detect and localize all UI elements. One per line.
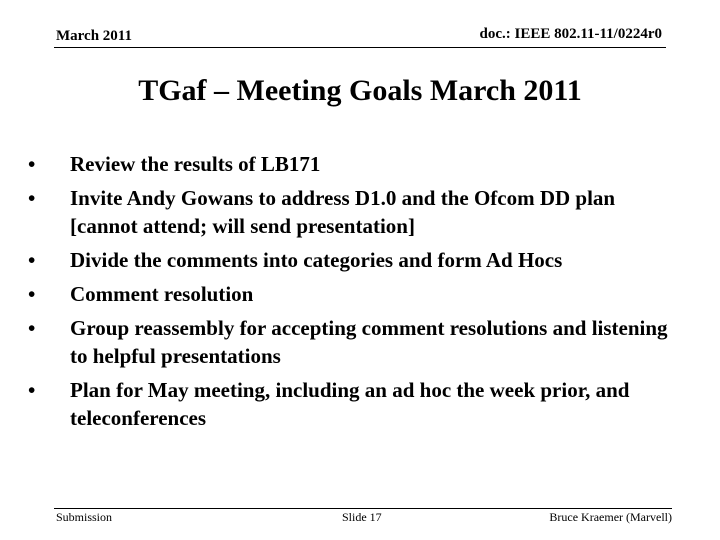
bullet-text: Invite Andy Gowans to address D1.0 and the Ofcom DD plan [cannot attend; will send presentation] [70, 186, 616, 238]
header-date: March 2011 [56, 28, 132, 44]
bullet-item [26, 376, 686, 432]
bullet-text: Group reassembly for accepting comment resolutions and listening to helpful presentations [70, 316, 668, 368]
bullet-text: Divide the comments into categories and form Ad Hocs [70, 248, 563, 272]
footer-submission: Submission [56, 510, 113, 524]
bullet-item [26, 184, 686, 240]
footer-slide-number: Slide 17 [342, 510, 382, 524]
bullet-item [26, 150, 686, 178]
bullet-item [26, 280, 686, 308]
bullet-icon: • [28, 248, 36, 272]
bullet-icon: • [28, 378, 36, 402]
bullet-text: Plan for May meeting, including an ad hoc the week prior, and teleconferences [70, 378, 630, 430]
footer-divider [54, 508, 672, 509]
slide-title: TGaf – Meeting Goals March 2011 [138, 74, 582, 107]
bullet-item [26, 314, 686, 370]
header-doc-id: doc.: IEEE 802.11-11/0224r0 [479, 26, 662, 42]
header-divider [54, 47, 666, 48]
bullet-text: Review the results of LB171 [70, 152, 321, 176]
bullet-icon: • [28, 152, 36, 176]
bullet-list [26, 150, 686, 438]
bullet-item [26, 246, 686, 274]
bullet-icon: • [28, 282, 36, 306]
bullet-text: Comment resolution [70, 282, 254, 306]
bullet-icon: • [28, 186, 36, 210]
footer-author: Bruce Kraemer (Marvell) [549, 510, 672, 524]
bullet-icon: • [28, 316, 36, 340]
